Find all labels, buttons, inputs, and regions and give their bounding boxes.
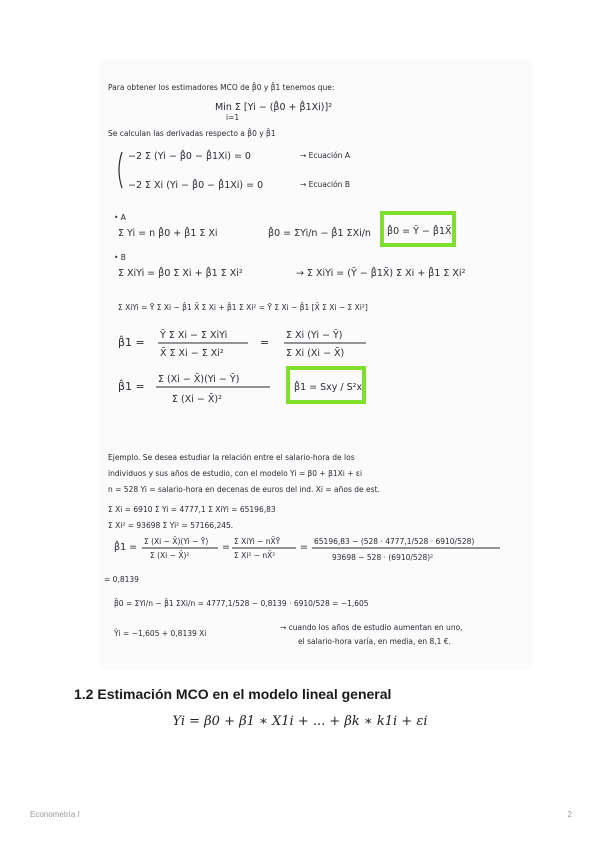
hw-a-equation-1: Σ Yi = n β̂0 + β̂1 Σ Xi — [118, 228, 218, 239]
hw-example-beta1-denominator-2: Σ Xi² − nX̄² — [234, 551, 276, 560]
footer-page-number: 2 — [567, 810, 572, 819]
hw-equation-a: −2 Σ (Yi − β̂0 − β̂1Xi) = 0 — [128, 151, 251, 162]
hw-b-eq3-numerator: Ȳ Σ Xi − Σ XiYi — [160, 330, 228, 341]
hw-example-line-5: Σ Xi² = 93698 Σ Yi² = 57166,245. — [108, 521, 234, 530]
hw-b-equation-1: Σ XiYi = β̂0 Σ Xi + β̂1 Σ Xi² — [118, 268, 243, 279]
hw-b-eq3-denominator-2: Σ Xi (Xi − X̄) — [286, 348, 345, 359]
hw-example-beta1-equals-1: = — [222, 542, 230, 553]
hw-equation-a-label: → Ecuación A — [300, 151, 350, 160]
hw-b-eq3-denominator: X̄ Σ Xi − Σ Xi² — [160, 348, 224, 359]
hw-b-eq3-numerator-2: Σ Xi (Yi − Ȳ) — [286, 330, 343, 341]
hw-a-equation-2: β̂0 = ΣYi/n − β̂1 ΣXi/n — [268, 228, 371, 239]
hw-example-yhat-note-1: → cuando los años de estudio aumentan en uno, — [280, 623, 463, 632]
hw-system-brace — [119, 152, 122, 188]
hw-b-eq4-numerator: Σ (Xi − X̄)(Yi − Ȳ) — [158, 374, 240, 385]
hw-b-eq3-lhs: β̂1 = — [118, 336, 145, 349]
hw-min-subscript: i=1 — [226, 113, 240, 122]
handwritten-notes-svg — [100, 60, 532, 670]
hw-example-beta1-numerator: Σ (Xi − X̄)(Yi − Ȳ) — [144, 537, 209, 546]
hw-derivatives-line: Se calculan las derivadas respecto a β̂0 y β̂1 — [108, 129, 276, 138]
hw-example-yhat: Ŷi = −1,605 + 0,8139 Xi — [114, 629, 207, 638]
hw-example-beta1-equals-2: = — [300, 542, 308, 553]
general-model-formula: Yi = β0 + β1 ∗ X1i + ... + βk ∗ k1i + εi — [172, 714, 428, 729]
hw-example-line-1: Ejemplo. Se desea estudiar la relación entre el salario-hora de los — [108, 453, 355, 462]
hw-example-beta1-result: = 0,8139 — [104, 575, 139, 584]
hw-equation-b-label: → Ecuación B — [300, 180, 350, 189]
hw-example-beta0: β̂0 = ΣYi/n − β̂1 ΣXi/n = 4777,1/528 − 0,8139 · 6910/528 = −1,605 — [114, 599, 369, 608]
hw-example-line-3: n = 528 Yi = salario-hora en decenas de euros del ind. Xi = años de est. — [108, 485, 380, 494]
hw-b-eq4-lhs: β̂1 = — [118, 380, 145, 393]
hw-example-beta1-denominator: Σ (Xi − X̄)² — [150, 551, 190, 560]
hw-b-equation-1b: → Σ XiYi = (Ȳ − β̂1X̄) Σ Xi + β̂1 Σ Xi² — [296, 268, 466, 279]
hw-b-eq4-denominator: Σ (Xi − X̄)² — [172, 394, 222, 405]
footer-course-name: Econometría I — [30, 810, 80, 819]
hw-b-equation-2: Σ XiYi = Ȳ Σ Xi − β̂1 X̄ Σ Xi + β̂1 Σ Xi² = Ȳ Σ Xi − β̂1 [X̄ Σ Xi − Σ Xi²] — [118, 303, 368, 312]
hw-example-line-4: Σ Xi = 6910 Σ Yi = 4777,1 Σ XiYi = 65196,83 — [108, 505, 276, 514]
handwritten-notes-scan — [100, 60, 532, 670]
hw-b-boxed-result: β̂1 = Sxy / S²x — [294, 382, 363, 393]
hw-example-line-2: individuos y sus años de estudio, con el modelo Yi = β0 + β1Xi + εi — [108, 469, 363, 478]
hw-example-beta1-lhs: β̂1 = — [114, 542, 138, 553]
hw-a-boxed-result: β̂0 = Ȳ − β̂1X̄ — [387, 226, 452, 237]
hw-intro-line: Para obtener los estimadores MCO de β̂0 y β̂1 tenemos que: — [108, 83, 335, 92]
hw-section-a-marker: • A — [114, 213, 126, 222]
hw-b-eq3-equals: = — [260, 336, 270, 349]
hw-section-b-marker: • B — [114, 253, 126, 262]
hw-example-beta1-numerator-3: 65196,83 − (528 · 4777,1/528 · 6910/528) — [314, 537, 475, 546]
section-heading: 1.2 Estimación MCO en el modelo lineal general — [74, 686, 392, 702]
hw-equation-b: −2 Σ Xi (Yi − β̂0 − β̂1Xi) = 0 — [128, 180, 264, 191]
hw-example-beta1-numerator-2: Σ XiYi − nX̄Ȳ — [234, 537, 281, 546]
hw-example-beta1-denominator-3: 93698 − 528 · (6910/528)² — [332, 553, 434, 562]
hw-min-expression: Min Σ [Yi − (β̂0 + β̂1Xi)]² — [215, 102, 332, 113]
hw-example-yhat-note-2: el salario-hora varía, en media, en 8,1 €. — [298, 637, 451, 646]
